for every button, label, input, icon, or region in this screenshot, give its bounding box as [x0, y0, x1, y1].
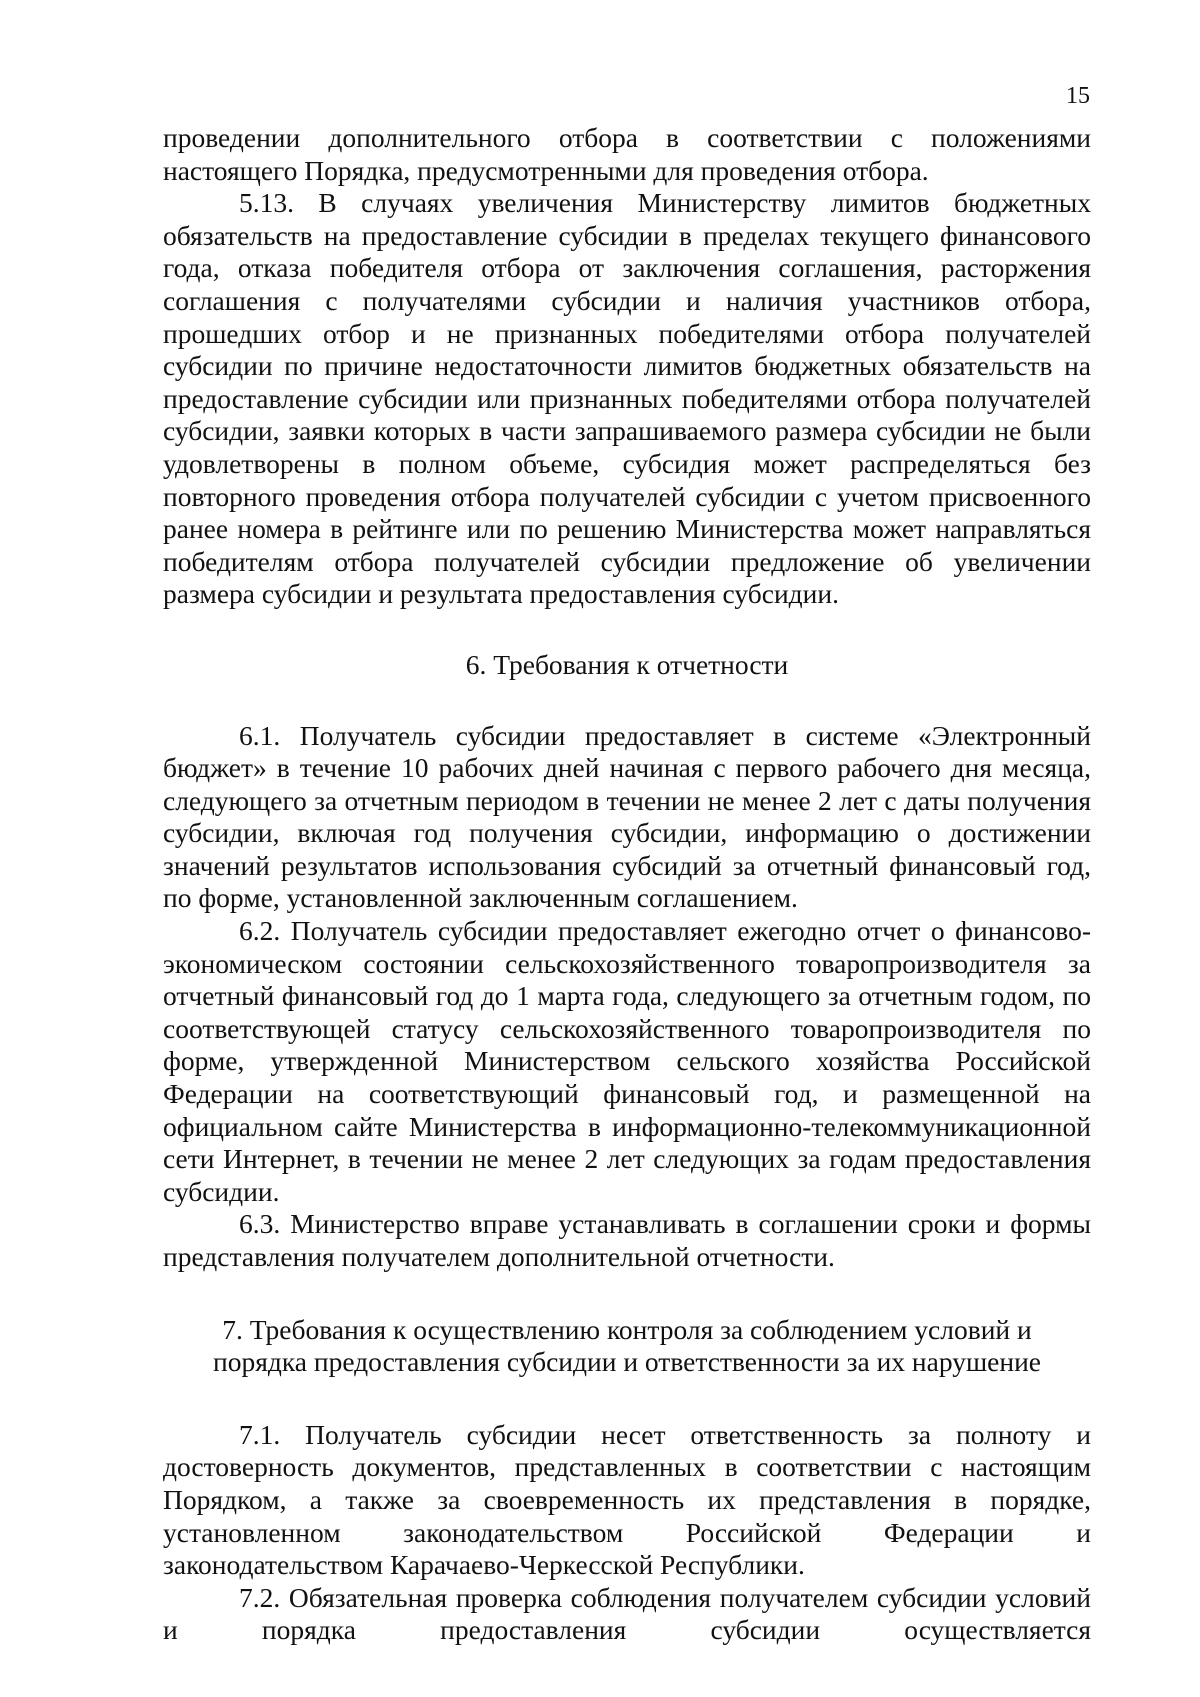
paragraph-6-2: 6.2. Получатель субсидии предоставляет ежегодно отчет о финансово-экономическом состоянии сельскохозяйственного товаропроизводителя за отчетный финансовый год до 1 марта года, следующего за отчетным годом, по соответствующей статусу сельскохозяйственного товаропроизводителя по форме, утвержденной Министерством сельского хозяйства Российской Федерации на соответствующий финансовый год, и размещенной на официальном сайте Министерства в информационно-телекоммуникационной сети Интернет, в течении не менее 2 лет следующих за годам предоставления субсидии. — [163, 915, 1091, 1207]
section-heading-7: 7. Требования к осуществлению контроля за соблюдением условий и порядка предоставления субсидии и ответственности за их нарушение — [212, 1313, 1042, 1378]
section-heading-6: 6. Требования к отчетности — [465, 648, 789, 680]
paragraph-7-1: 7.1. Получатель субсидии несет ответственность за полноту и достоверность документов, представленных в соответствии с настоящим Порядком, а также за своевременность их представления в порядке, установленном законодательством Российской Федерации и законодательством Карачаево-Черкесской Республики. — [163, 1418, 1091, 1581]
paragraph-6-3: 6.3. Министерство вправе устанавливать в соглашении сроки и формы представления получателем дополнительной отчетности. — [163, 1208, 1091, 1272]
page-number: 15 — [1066, 83, 1090, 109]
paragraph-6-1: 6.1. Получатель субсидии предоставляет в системе «Электронный бюджет» в течение 10 рабочих дней начиная с первого рабочего дня месяца, следующего за отчетным периодом в течении не менее 2 лет с даты получения субсидии, включая год получения субсидии, информацию о достижении значений результатов использования субсидий за отчетный финансовый год, по форме, установленной заключенным соглашением. — [163, 719, 1091, 914]
paragraph-5-13: 5.13. В случаях увеличения Министерству лимитов бюджетных обязательств на предоставление субсидии в пределах текущего финансового года, отказа победителя отбора от заключения соглашения, расторжения соглашения с получателями субсидии и наличия участников отбора, прошедших отбор и не признанных победителями отбора получателей субсидии по причине недостаточности лимитов бюджетных обязательств на предоставление субсидии или признанных победителями отбора получателей субсидии, заявки которых в части запрашиваемого размера субсидии не были удовлетворены в полном объеме, субсидия может распределяться без повторного проведения отбора получателей субсидии с учетом присвоенного ранее номера в рейтинге или по решению Министерства может направляться победителям отбора получателей субсидии предложение об увеличении размера субсидии и результата предоставления субсидии. — [163, 187, 1091, 610]
paragraph-continuation: проведении дополнительного отбора в соответствии с положениями настоящего Порядка, предусмотренными для проведения отбора. — [163, 122, 1091, 186]
paragraph-7-2: 7.2. Обязательная проверка соблюдения получателем субсидии условий и порядка предоставления субсидии осуществляется — [163, 1581, 1091, 1646]
document-body — [163, 122, 1091, 1647]
